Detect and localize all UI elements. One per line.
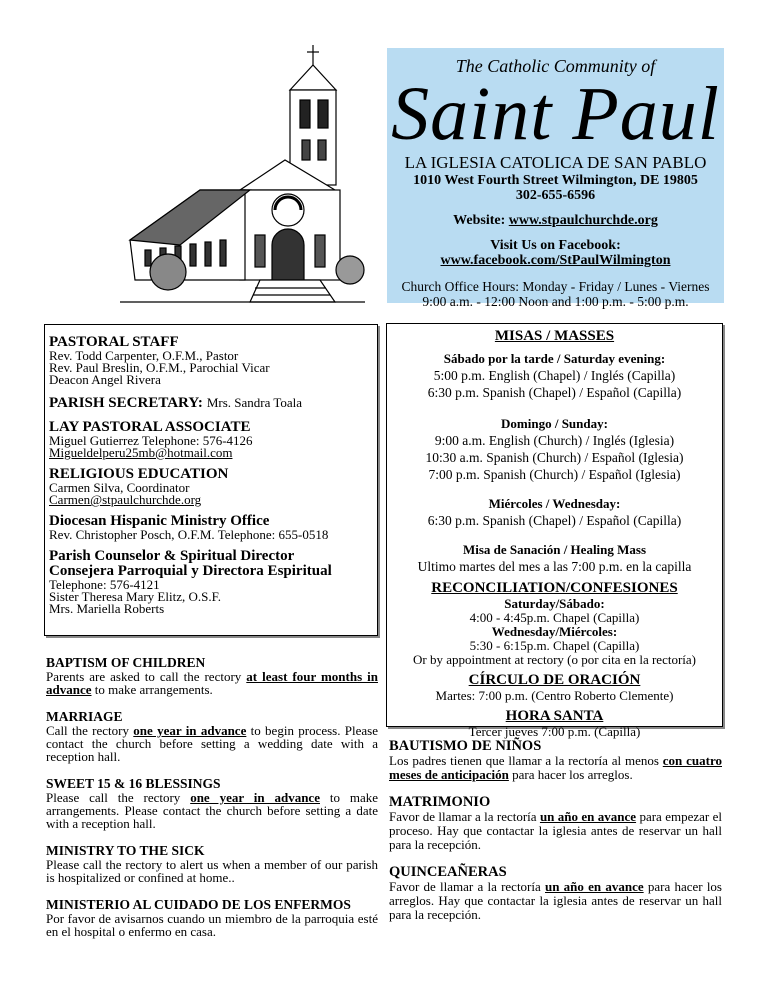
baptism-text: Parents are asked to call the rectory at least four months in advance to make arrangements. bbox=[46, 669, 378, 697]
header-banner bbox=[387, 48, 724, 309]
sick-heading: MINISTRY TO THE SICK bbox=[46, 843, 205, 858]
enfermos-text: Por favor de avisarnos cuando un miembro de la parroquia esté en el hospital o enfermo en casa. bbox=[46, 911, 378, 939]
office-hours-1: Church Office Hours: Monday - Friday / Lunes - Viernes bbox=[401, 279, 710, 294]
pastoral-heading: PASTORAL STAFF bbox=[49, 334, 179, 350]
sunday-heading: Domingo / Sunday: bbox=[501, 416, 608, 431]
bautismo-text: Los padres tienen que llamar a la rectoría al menos con cuatro meses de anticipación para hacer los arreglos. bbox=[389, 753, 722, 782]
staff-line: Sister Theresa Mary Elitz, O.S.F. bbox=[49, 589, 222, 604]
mass-time: 6:30 p.m. Spanish (Chapel) / Español (Capilla) bbox=[427, 385, 682, 400]
staff-line: Rev. Paul Breslin, O.F.M., Parochial Vicar bbox=[49, 360, 270, 375]
staff-line: Telephone: 576-4121 bbox=[49, 577, 160, 592]
quince-text: Favor de llamar a la rectoría un año en avance para hacer los arreglos. Hay que contactar la iglesia antes de reservar un hall para la recepción. bbox=[389, 879, 722, 922]
mass-time: 9:00 a.m. English (Church) / Inglés (Iglesia) bbox=[434, 433, 675, 448]
secretary-name: Mrs. Sandra Toala bbox=[206, 395, 303, 410]
circulo-heading: CÍRCULO DE ORACIÓN bbox=[468, 672, 641, 688]
mass-time: 7:00 p.m. Spanish (Church) / Español (Iglesia) bbox=[428, 467, 681, 482]
phone: 302-655-6596 bbox=[515, 188, 596, 203]
mass-time: 5:00 p.m. English (Chapel) / Inglés (Capilla) bbox=[433, 368, 676, 383]
dhmo-heading: Diocesan Hispanic Ministry Office bbox=[49, 513, 270, 529]
staff-box bbox=[44, 324, 378, 636]
english-sections bbox=[46, 656, 378, 938]
quince-heading: QUINCEAÑERAS bbox=[389, 864, 507, 880]
staff-line: Rev. Todd Carpenter, O.F.M., Pastor bbox=[49, 348, 239, 363]
lay-email-link[interactable]: Migueldelperu25mb@hotmail.com bbox=[49, 445, 233, 460]
mass-time: 6:30 p.m. Spanish (Chapel) / Español (Capilla) bbox=[427, 513, 682, 528]
tagline: The Catholic Community of bbox=[455, 56, 656, 76]
circulo-time: Martes: 7:00 p.m. (Centro Roberto Clemente) bbox=[435, 688, 674, 703]
address: 1010 West Fourth Street Wilmington, DE 19805 bbox=[413, 173, 698, 188]
matrimonio-text: Favor de llamar a la rectoría un año en avance para empezar el proceso. Hay que contactar la iglesia antes de reservar un hall para la recepción. bbox=[389, 809, 722, 852]
lay-heading: LAY PASTORAL ASSOCIATE bbox=[49, 419, 251, 435]
reconciliation-heading: RECONCILIATION/CONFESIONES bbox=[431, 580, 678, 596]
facebook-label: Visit Us on Facebook: bbox=[490, 238, 621, 253]
mass-time: Ultimo martes del mes a las 7:00 p.m. en la capilla bbox=[417, 559, 692, 574]
wednesday-heading: Miércoles / Wednesday: bbox=[488, 496, 621, 511]
spanish-sections bbox=[389, 738, 722, 922]
staff-line: Rev. Christopher Posch, O.F.M. Telephone: 655-0518 bbox=[49, 527, 329, 542]
rec-wed-heading: Wednesday/Miércoles: bbox=[491, 624, 618, 639]
sick-text: Please call the rectory to alert us when a member of our parish is hospitalized or confined at home.. bbox=[46, 857, 378, 885]
parish-name: Saint Paul bbox=[391, 72, 720, 156]
rec-appointment: Or by appointment at rectory (o por cita en la rectoría) bbox=[413, 652, 696, 667]
matrimonio-heading: MATRIMONIO bbox=[389, 794, 491, 810]
saturday-heading: Sábado por la tarde / Saturday evening: bbox=[443, 351, 666, 366]
staff-line: Mrs. Mariella Roberts bbox=[49, 601, 165, 616]
marriage-heading: MARRIAGE bbox=[46, 709, 123, 724]
spanish-name: LA IGLESIA CATOLICA DE SAN PABLO bbox=[404, 153, 707, 172]
staff-line: Carmen Silva, Coordinator bbox=[49, 480, 190, 495]
baptism-heading: BAPTISM OF CHILDREN bbox=[46, 655, 206, 670]
rec-sat-heading: Saturday/Sábado: bbox=[504, 596, 605, 611]
enfermos-heading: MINISTERIO AL CUIDADO DE LOS ENFERMOS bbox=[46, 897, 351, 912]
secretary-heading: PARISH SECRETARY: bbox=[49, 395, 203, 411]
re-heading: RELIGIOUS EDUCATION bbox=[49, 466, 229, 482]
healing-heading: Misa de Sanación / Healing Mass bbox=[462, 542, 647, 557]
rec-time: 5:30 - 6:15p.m. Chapel (Capilla) bbox=[469, 638, 640, 653]
facebook-link[interactable]: www.facebook.com/StPaulWilmington bbox=[440, 253, 671, 268]
website-line: Website: www.stpaulchurchde.org bbox=[453, 213, 658, 228]
counselor-heading: Parish Counselor & Spiritual Director bbox=[49, 548, 295, 564]
website-link[interactable]: www.stpaulchurchde.org bbox=[508, 213, 658, 228]
hora-heading: HORA SANTA bbox=[505, 708, 604, 724]
mass-time: 10:30 a.m. Spanish (Church) / Español (Iglesia) bbox=[425, 450, 684, 465]
counselor-heading-es: Consejera Parroquial y Directora Espiritual bbox=[49, 563, 332, 579]
office-hours-2: 9:00 a.m. - 12:00 Noon and 1:00 p.m. - 5:00 p.m. bbox=[422, 294, 689, 309]
hora-time: Tercer jueves 7:00 p.m. (Capilla) bbox=[468, 724, 641, 739]
masses-box bbox=[386, 323, 723, 739]
marriage-text: Call the rectory one year in advance to begin process. Please contact the church before setting a wedding date with a reception hall. bbox=[46, 723, 378, 764]
staff-line: Deacon Angel Rivera bbox=[49, 372, 161, 387]
re-email-link[interactable]: Carmen@stpaulchurchde.org bbox=[49, 492, 202, 507]
staff-line: Miguel Gutierrez Telephone: 576-4126 bbox=[49, 433, 253, 448]
church-illustration bbox=[120, 40, 380, 310]
bautismo-heading: BAUTISMO DE NIÑOS bbox=[389, 738, 542, 754]
sweet-text: Please call the rectory one year in advance to make arrangements. Please contact the church before setting a date with a reception hall. bbox=[46, 790, 379, 831]
rec-time: 4:00 - 4:45p.m. Chapel (Capilla) bbox=[469, 610, 640, 625]
masses-heading: MISAS / MASSES bbox=[494, 328, 615, 344]
sweet-heading: SWEET 15 & 16 BLESSINGS bbox=[46, 776, 221, 791]
